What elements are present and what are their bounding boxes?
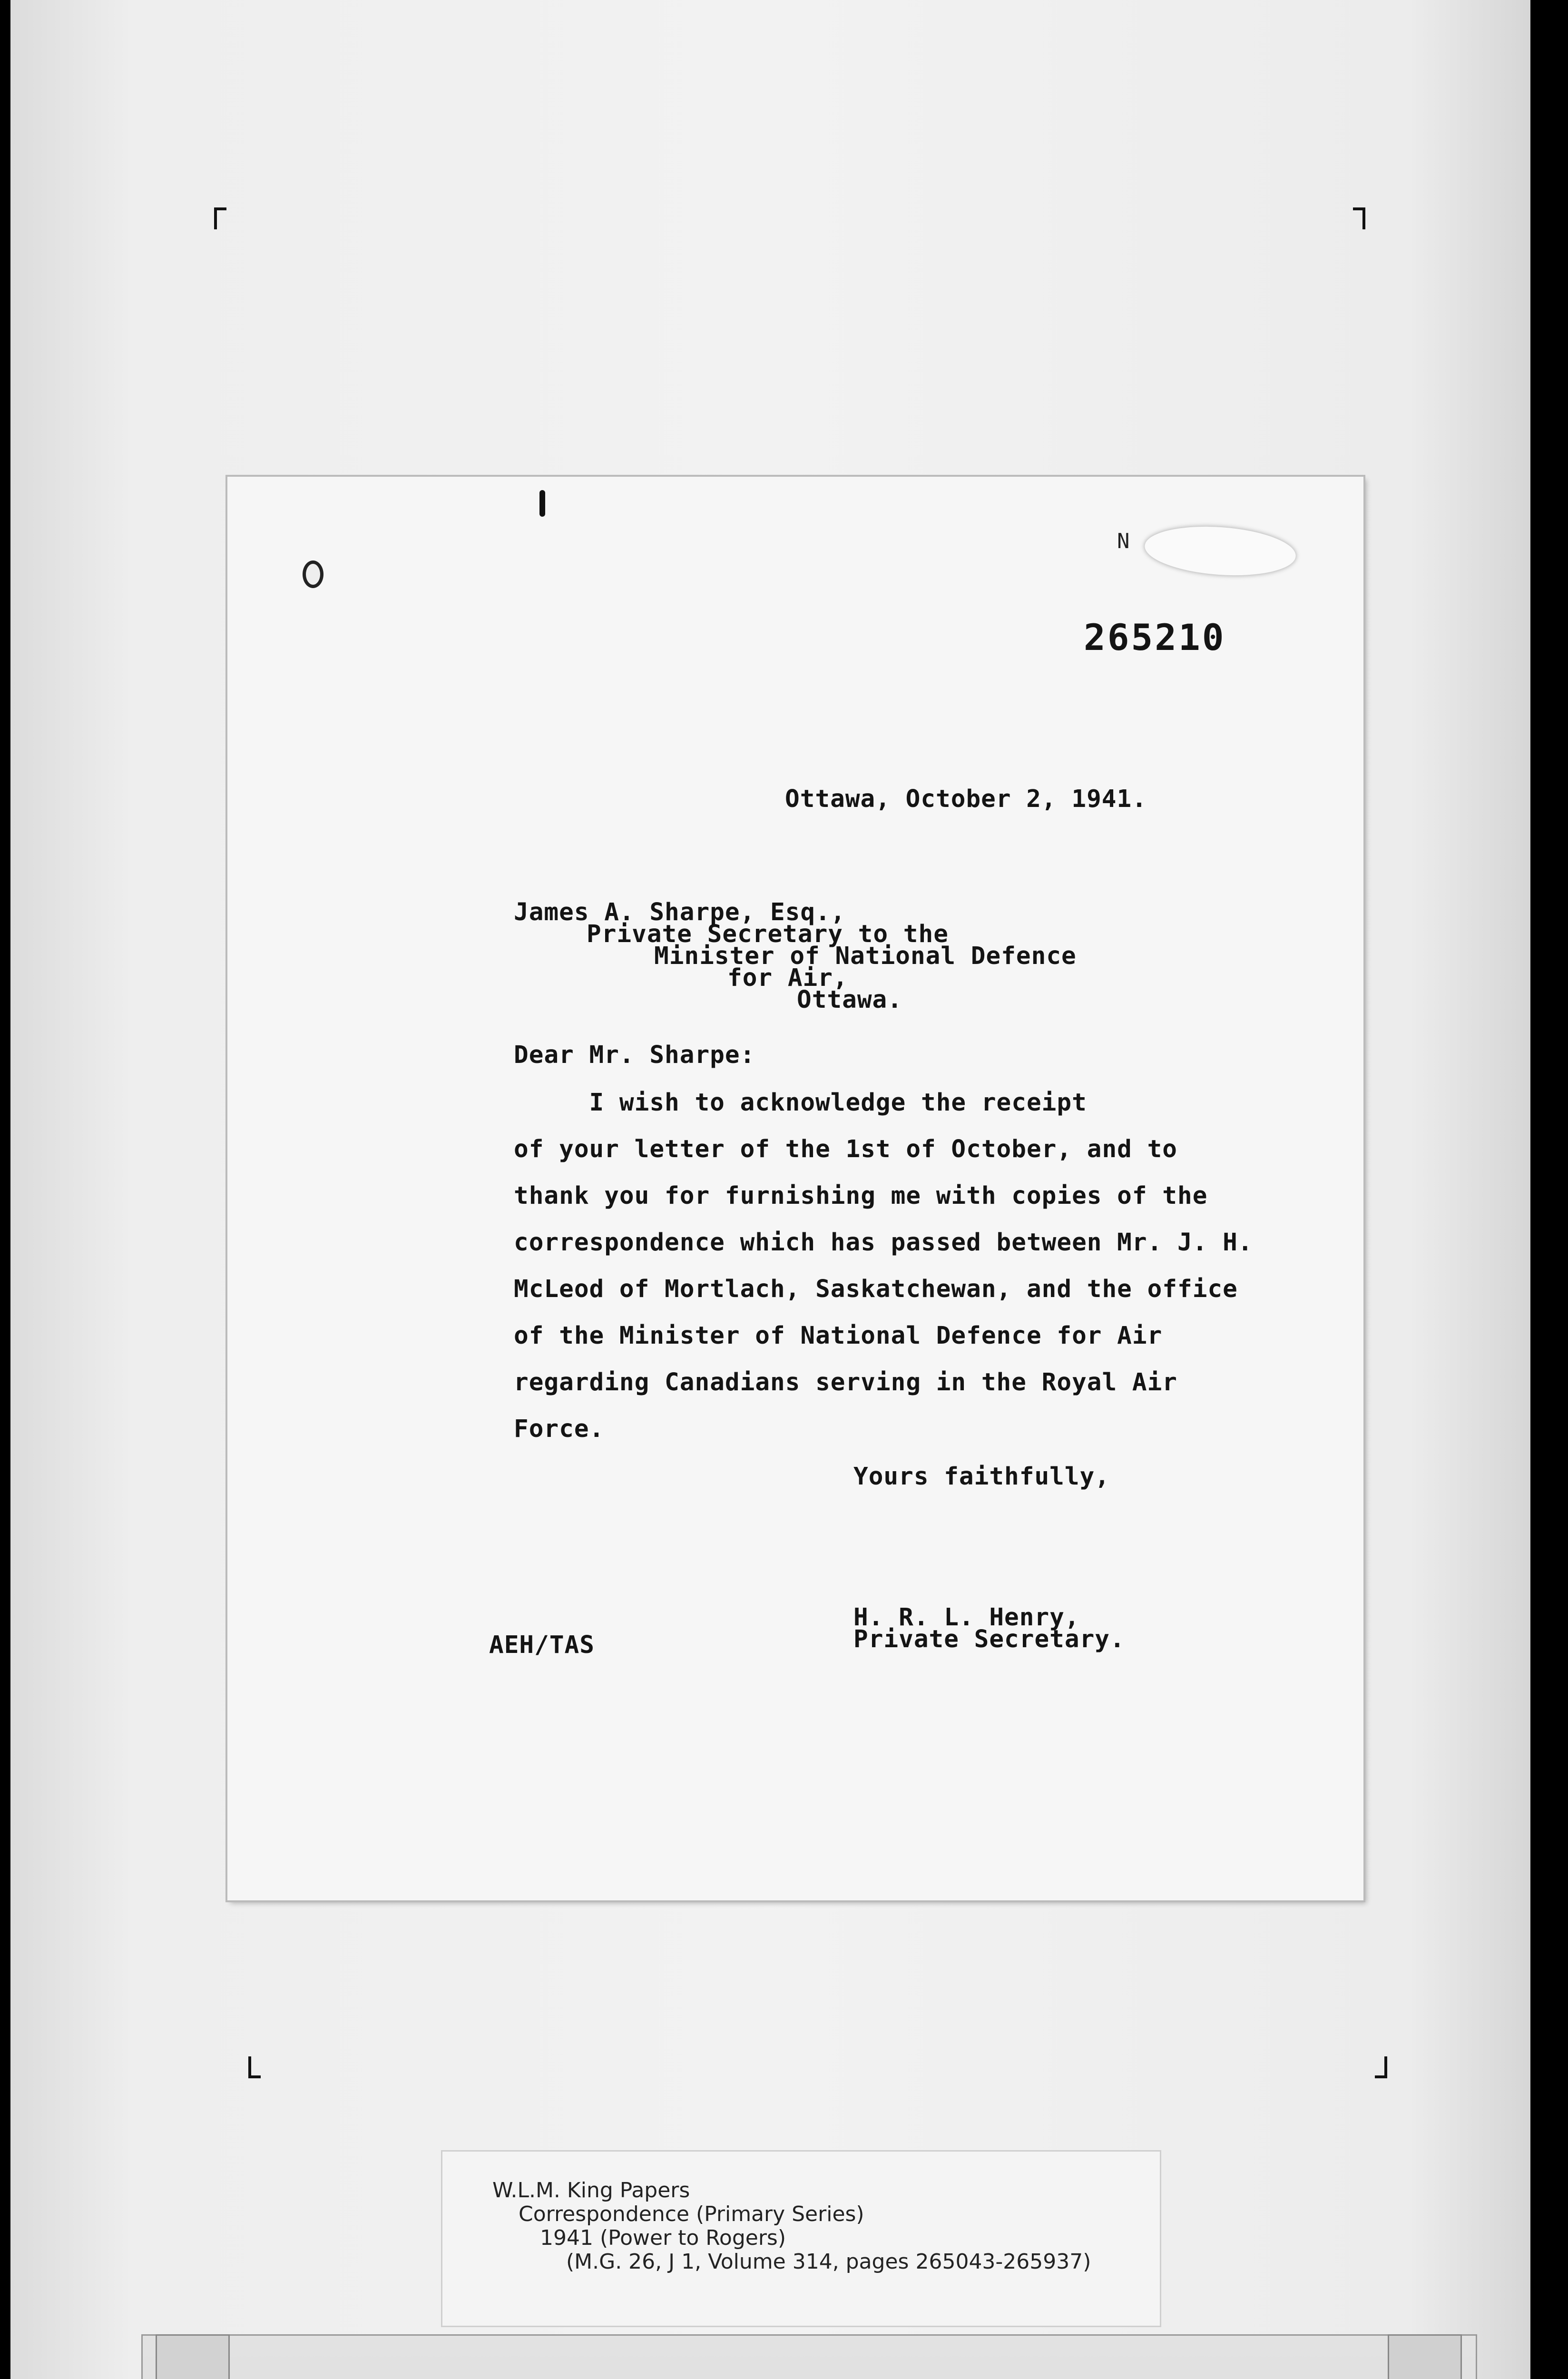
body-line: regarding Canadians serving in the Royal Air [514, 1368, 1178, 1396]
ink-tick-mark [539, 490, 545, 517]
body-line: I wish to acknowledge the receipt [514, 1089, 1087, 1117]
address-line: Private Secretary to the [587, 920, 949, 948]
body-line: thank you for furnishing me with copies of the [514, 1182, 1208, 1210]
address-line: James A. Sharpe, Esq., [514, 898, 846, 926]
body-line: of the Minister of National Defence for Air [514, 1322, 1163, 1350]
tape-strip-right [1388, 2334, 1462, 2379]
address-line: Minister of National Defence [654, 942, 1077, 970]
corner-annotation: N [1117, 529, 1130, 553]
paper-stain [1143, 522, 1297, 580]
signature-title: Private Secretary. [853, 1625, 1125, 1653]
address-line: Ottawa. [797, 986, 902, 1014]
body-line: McLeod of Mortlach, Saskatchewan, and the office [514, 1275, 1238, 1303]
crop-mark-bottom-left [248, 2056, 261, 2078]
crop-mark-top-right [1353, 207, 1365, 229]
body-line: of your letter of the 1st of October, and to [514, 1135, 1178, 1163]
label-line: W.L.M. King Papers [492, 2178, 690, 2202]
salutation: Dear Mr. Sharpe: [514, 1041, 755, 1069]
archives-banner [141, 2334, 1477, 2379]
crop-mark-bottom-right [1375, 2056, 1387, 2078]
body-line: Force. [514, 1415, 605, 1443]
body-line: correspondence which has passed between Mr. J. H. [514, 1229, 1253, 1257]
label-line: 1941 (Power to Rogers) [540, 2226, 786, 2250]
collection-label [442, 2152, 1160, 2326]
label-line: Correspondence (Primary Series) [519, 2202, 864, 2226]
date-line: Ottawa, October 2, 1941. [785, 785, 1147, 813]
letter-page [227, 477, 1363, 1900]
tape-strip-left [156, 2334, 230, 2379]
crop-mark-top-left [214, 207, 226, 229]
document-number: 265210 [1084, 616, 1226, 659]
reference-initials: AEH/TAS [489, 1631, 595, 1659]
signature-name: H. R. L. Henry, [853, 1603, 1080, 1632]
closing: Yours faithfully, [853, 1463, 1110, 1491]
label-line: (M.G. 26, J 1, Volume 314, pages 265043-265937) [566, 2250, 1091, 2274]
address-line: for Air, [727, 964, 848, 992]
punch-hole [303, 560, 323, 588]
